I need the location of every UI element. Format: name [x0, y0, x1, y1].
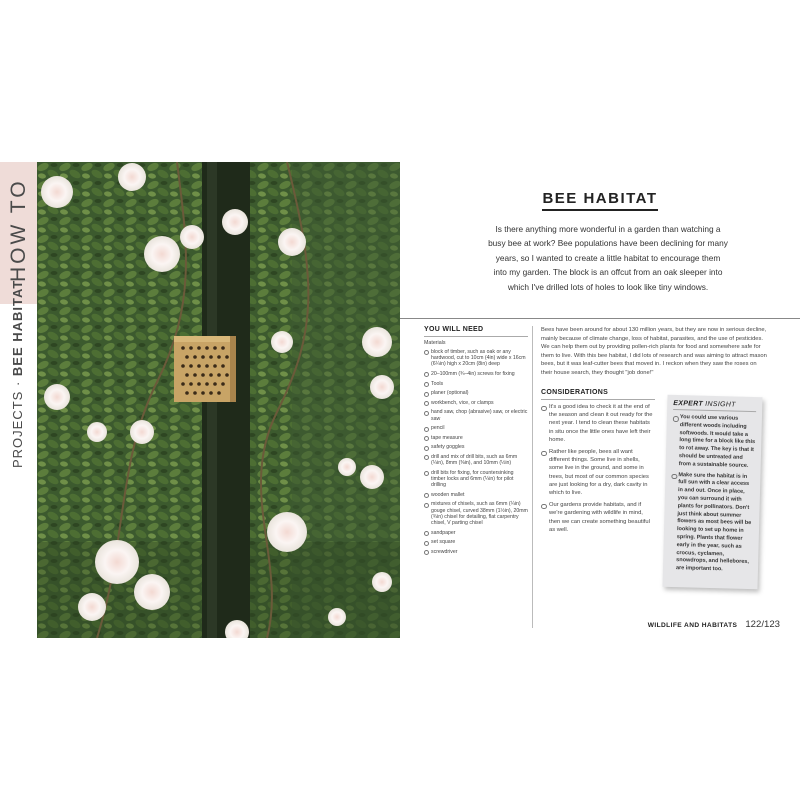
section-name: BEE HABITAT	[10, 279, 25, 377]
bee-habitat-photo	[37, 162, 400, 638]
considerations-list	[541, 403, 655, 534]
considerations	[541, 389, 655, 538]
page-title: BEE HABITAT	[400, 190, 800, 211]
section-separator: ·	[10, 376, 25, 391]
you-will-need-heading: YOU WILL NEED	[424, 326, 528, 337]
list-item: pencil	[424, 425, 528, 431]
list-item: sandpaper	[424, 530, 528, 536]
expert-insight-heading: EXPERT INSIGHT	[673, 400, 756, 412]
list-item: You could use various different woods including softwoods. It would take a long time for a block like this to rot away. The key is that it should be untreated and from a sustainable source.	[672, 414, 756, 471]
chapter-name: WILDLIFE AND HABITATS	[647, 622, 738, 629]
section-label	[10, 280, 25, 468]
list-item: mixtures of chisels, such as 6mm (¼in) gouge chisel, curved 38mm (1½in), 20mm (¾in) chisel for detailing, flat carpentry chisel, V parting chisel	[424, 501, 528, 526]
intro-text: Is there anything more wonderful in a garden than watching a busy bee at work? Bee populations have been declining for many years, so I wanted to create a little habitat to encourage them into my garden. The block is an offcut from an oak sleeper into which I've drilled lots of holes to look like tiny windows.	[488, 224, 728, 292]
list-item: Make sure the habitat is in full sun with a clear access in and out. Once in place, you can surround it with plants for pollinators. Don't just think about summer flowers as most bees will be looking to set up home in spring. Plants that flower early in the year, such as crocus, cyclamen, snowdrops, and hellebores, are important too.	[669, 471, 755, 574]
list-item: block of timber, such as oak or any hardwood, cut to 10cm (4in) wide x 16cm (6¼in) high x 20cm (8in) deep	[424, 349, 528, 368]
projects-label: PROJECTS	[10, 390, 25, 468]
considerations-heading: CONSIDERATIONS	[541, 389, 655, 400]
page-numbers: 122/123	[745, 619, 780, 630]
column-divider	[532, 326, 533, 628]
list-item: workbench, vice, or clamps	[424, 400, 528, 406]
list-item: drill and mix of drill bits, such as 6mm (¼in), 8mm (⅜in), and 10mm (½in)	[424, 454, 528, 466]
materials-list	[424, 349, 528, 555]
divider	[400, 318, 800, 319]
rose-garden-illustration	[37, 162, 400, 638]
body-text: Bees have been around for about 130 million years, but they are now in serious decline, mainly because of climate change, loss of habitat, parasites, and the use of pesticides. We can help them out by providing pollen-rich plants for food and somewhere safe for them to live. With this bee habitat, I did lots of research and was aiming to attract mason bees, but it was leaf-cutter bees that moved in. I reckon when they saw the roses on their house search, they thought "job done!"	[541, 327, 767, 376]
list-item: wooden mallet	[424, 492, 528, 498]
how-to-label: HOW TO	[7, 178, 30, 282]
list-item: It's a good idea to check it at the end of the season and clean it out ready for the next year. I tend to clean these habitats in situ once the little ones have left their home.	[541, 403, 655, 444]
expert-insight-list	[669, 414, 756, 575]
list-item: Tools	[424, 381, 528, 387]
list-item: planer (optional)	[424, 390, 528, 396]
list-item: screwdriver	[424, 549, 528, 555]
list-item: 20–100mm (¾–4in) screws for fixing	[424, 371, 528, 377]
list-item: set square	[424, 539, 528, 545]
list-item: safety goggles	[424, 444, 528, 450]
list-item: Our gardens provide habitats, and if we're gardening with wildlife in mind, then we can create something beautiful as well.	[541, 501, 655, 534]
list-item: hand saw, chop (abrasive) saw, or electric saw	[424, 409, 528, 421]
bee-block	[174, 336, 236, 402]
list-item: drill bits for fixing, for countersinking timber locks and 6mm (¼in) for pilot drilling	[424, 470, 528, 489]
page-footer	[640, 614, 780, 632]
you-will-need	[424, 326, 528, 558]
list-item: Rather like people, bees all want different things. Some live in shells, some live in the ground, and some in trees, but most of our common species are just looking for a dry, dark cavity in which to live.	[541, 448, 655, 497]
expert-insight-box	[663, 395, 763, 589]
list-item: tape measure	[424, 435, 528, 441]
materials-label: Materials	[424, 340, 446, 346]
